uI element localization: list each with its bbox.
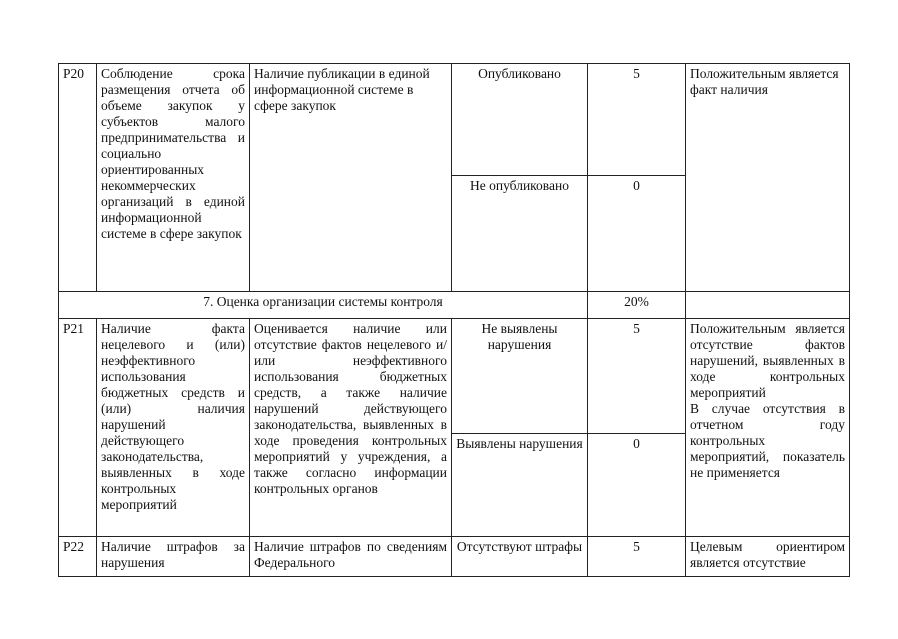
criteria-table <box>58 63 850 577</box>
table-row-p22 <box>59 537 850 577</box>
criterion-name: Наличие факта нецелевого и (или) неэффективного использования бюджетных средств и (или) наличия нарушений действующего законодательства, выявленных в ходе контрольных мероприятий <box>97 319 250 537</box>
section-empty-cell <box>686 292 850 319</box>
criterion-note: Положительным является факт наличия <box>686 64 850 292</box>
section-title: 7. Оценка организации системы контроля <box>59 292 588 319</box>
criterion-name: Соблюдение срока размещения отчета об объеме закупок у субъектов малого предпринимательства и социально ориентированных некоммерческих организаций в единой информационной системе в сфере закупок <box>97 64 250 292</box>
option-score: 5 <box>588 319 686 434</box>
evaluation-method: Наличие штрафов по сведениям Федерального <box>250 537 452 577</box>
evaluation-method: Наличие публикации в единой информационной системе в сфере закупок <box>250 64 452 292</box>
option-label: Не опубликовано <box>452 176 588 292</box>
option-label: Не выявлены нарушения <box>452 319 588 434</box>
criterion-note: Целевым ориентиром является отсутствие <box>686 537 850 577</box>
table-row-p20 <box>59 64 850 176</box>
criterion-code: Р20 <box>59 64 97 292</box>
criterion-code: Р22 <box>59 537 97 577</box>
evaluation-method: Оценивается наличие или отсутствие фактов нецелевого и/или неэффективного использования бюджетных средств, а также наличие нарушений действующего законодательства, выявленных в ходе проведения контрольных мероприятий у учреждения, а также согласно информации контрольных органов <box>250 319 452 537</box>
option-label: Опубликовано <box>452 64 588 176</box>
criterion-code: Р21 <box>59 319 97 537</box>
section-weight: 20% <box>588 292 686 319</box>
option-label: Отсутствуют штрафы <box>452 537 588 577</box>
section-header-row <box>59 292 850 319</box>
option-label: Выявлены нарушения <box>452 434 588 537</box>
option-score: 0 <box>588 176 686 292</box>
option-score: 5 <box>588 64 686 176</box>
criterion-note <box>686 319 850 537</box>
criterion-name: Наличие штрафов за нарушения <box>97 537 250 577</box>
note-paragraph: Положительным является отсутствие фактов нарушений, выявленных в ходе контрольных мероприятий <box>690 321 845 400</box>
note-paragraph: В случае отсутствия в отчетном году контрольных мероприятий, показатель не применяется <box>690 401 845 480</box>
option-score: 5 <box>588 537 686 577</box>
table-row-p21 <box>59 319 850 434</box>
option-score: 0 <box>588 434 686 537</box>
